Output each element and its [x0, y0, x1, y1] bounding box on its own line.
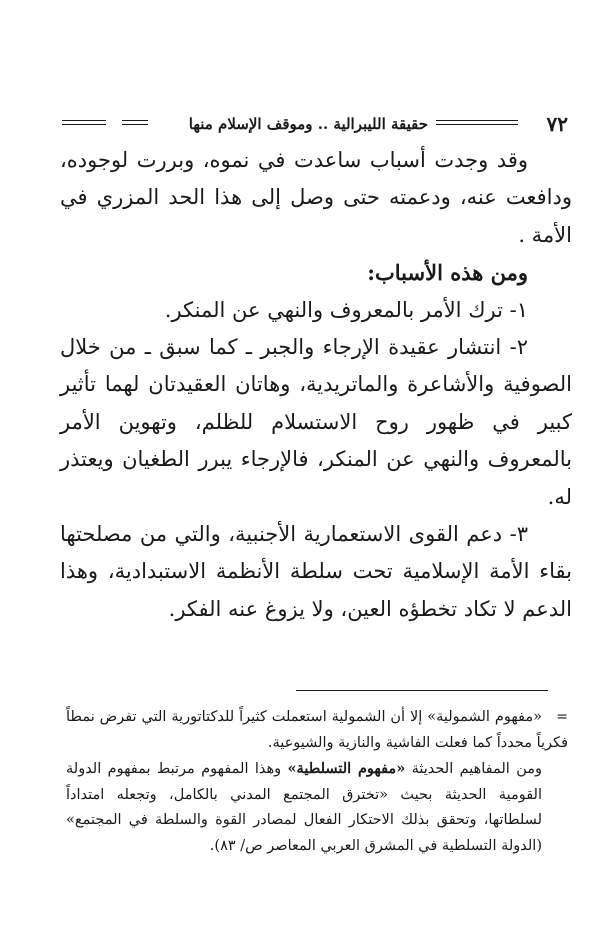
footnote-2-text-b: وهذا المفهوم مرتبط بمفهوم الدولة القومية الحديثة بحيث «تخترق المجتمع المدني بالكامل، وتجعله امتداداً لسلطاتها، وتحقق بذلك الاحتكار الفعال لمصادر القوة والسلطة في المجتمع» (الدولة التسلطية في المشرق العربي المعاصر ص/ ٨٣).	[66, 761, 542, 854]
footnotes	[66, 705, 568, 859]
reason-2: ٢- انتشار عقيدة الإرجاء والجبر ـ كما سبق ـ من خلال الصوفية والأشاعرة والماتريدية، وهاتان العقيدتان لهما تأثير كبير في ظهور روح الاستسلام للظلم، وتهوين الأمر بالمعروف والنهي عن المنكر، فالإرجاء يبرر الطغيان ويعتذر له.	[60, 335, 572, 509]
header-rule-right	[436, 120, 518, 125]
reason-1: ١- ترك الأمر بالمعروف والنهي عن المنكر.	[164, 297, 528, 322]
reasons-heading: ومن هذه الأسباب:	[367, 260, 528, 286]
header-title: حقيقة الليبرالية .. وموقف الإسلام منها	[188, 115, 428, 133]
footnote-continuation-mark: =	[556, 709, 568, 725]
footnote-2-term: «مفهوم التسلطية»	[287, 760, 406, 777]
footnote-2	[66, 756, 568, 859]
main-text	[60, 142, 572, 628]
intro-paragraph: وقد وجدت أسباب ساعدت في نموه، وبررت لوجوده، ودافعت عنه، ودعمته حتى وصل إلى هذا الحد المزري في الأمة .	[60, 148, 572, 247]
footnote-separator	[296, 690, 548, 691]
footnote-1	[66, 705, 568, 756]
header-rule-left	[62, 120, 106, 125]
page-number: ٧٢	[546, 112, 568, 136]
footnote-1-text: «مفهوم الشمولية» إلا أن الشمولية استعملت كثيراً للدكتاتورية التي تفرض نمطاً فكرياً محدداً كما فعلت الفاشية والنازية والشيوعية.	[66, 709, 568, 751]
running-header	[62, 112, 568, 136]
footnote-2-text-a: ومن المفاهيم الحديثة	[405, 761, 542, 777]
reason-3: ٣- دعم القوى الاستعمارية الأجنبية، والتي من مصلحتها بقاء الأمة الإسلامية تحت سلطة الأنظمة الاستبدادية، وهذا الدعم لا تكاد تخطؤه العين، ولا يزوغ عنه الفكر.	[60, 522, 572, 621]
header-rule-middle	[122, 120, 148, 125]
